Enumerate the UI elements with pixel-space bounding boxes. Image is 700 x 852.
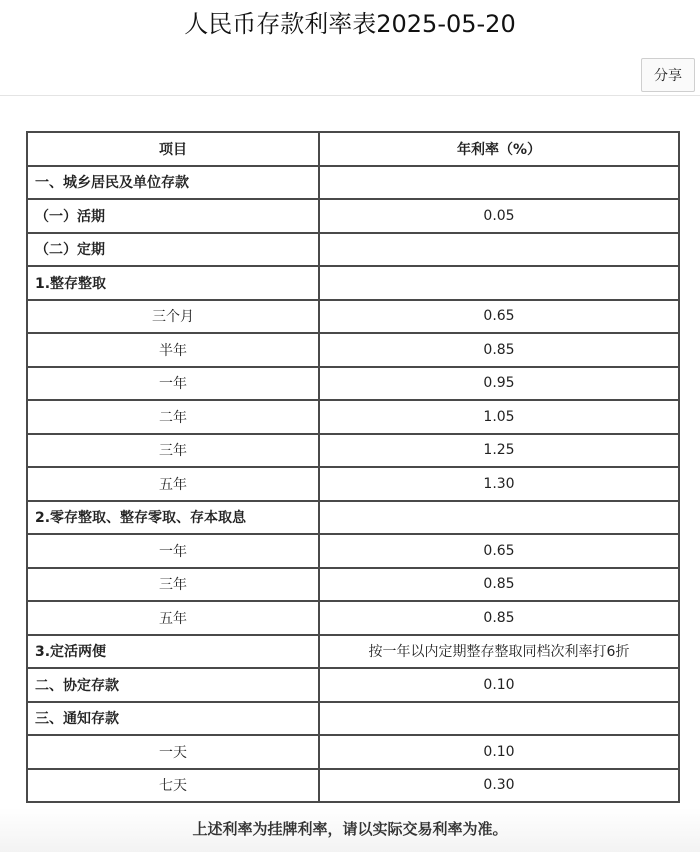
column-header-rate: 年利率（%）: [319, 132, 679, 166]
row-item-label: 三年: [27, 434, 319, 468]
table-row: [27, 233, 679, 267]
table-header-row: [27, 132, 679, 166]
table-row: [27, 266, 679, 300]
footer-note: 上述利率为挂牌利率，请以实际交易利率为准。: [192, 820, 508, 838]
row-item-label: 一年: [27, 534, 319, 568]
row-item-label: 一天: [27, 735, 319, 769]
table-row: [27, 400, 679, 434]
row-item-label: （二）定期: [27, 233, 319, 267]
row-item-label: 三年: [27, 568, 319, 602]
table-row: [27, 434, 679, 468]
row-rate-value: 0.05: [319, 199, 679, 233]
row-item-label: 五年: [27, 601, 319, 635]
row-item-label: 三个月: [27, 300, 319, 334]
table-row: [27, 166, 679, 200]
rate-table-body: [27, 166, 679, 803]
row-rate-value: [319, 702, 679, 736]
column-header-item: 项目: [27, 132, 319, 166]
row-rate-value: 1.30: [319, 467, 679, 501]
row-rate-value: 按一年以内定期整存整取同档次利率打6折: [319, 635, 679, 669]
table-row: [27, 668, 679, 702]
row-rate-value: 1.25: [319, 434, 679, 468]
table-row: [27, 601, 679, 635]
row-item-label: 一、城乡居民及单位存款: [27, 166, 319, 200]
table-row: [27, 635, 679, 669]
row-rate-value: 0.85: [319, 333, 679, 367]
row-rate-value: [319, 501, 679, 535]
table-row: [27, 199, 679, 233]
table-row: [27, 333, 679, 367]
row-rate-value: 0.65: [319, 534, 679, 568]
rate-table: [26, 131, 680, 803]
table-row: [27, 735, 679, 769]
row-item-label: （一）活期: [27, 199, 319, 233]
row-item-label: 三、通知存款: [27, 702, 319, 736]
table-row: [27, 501, 679, 535]
table-row: [27, 769, 679, 803]
row-item-label: 1.整存整取: [27, 266, 319, 300]
row-rate-value: [319, 166, 679, 200]
row-item-label: 2.零存整取、整存零取、存本取息: [27, 501, 319, 535]
row-rate-value: 1.05: [319, 400, 679, 434]
table-row: [27, 467, 679, 501]
table-row: [27, 300, 679, 334]
row-item-label: 五年: [27, 467, 319, 501]
row-item-label: 二年: [27, 400, 319, 434]
table-row: [27, 534, 679, 568]
header-divider: [0, 95, 700, 96]
row-item-label: 七天: [27, 769, 319, 803]
row-rate-value: 0.10: [319, 735, 679, 769]
row-rate-value: 0.85: [319, 568, 679, 602]
row-rate-value: [319, 266, 679, 300]
row-item-label: 3.定活两便: [27, 635, 319, 669]
table-row: [27, 702, 679, 736]
table-row: [27, 568, 679, 602]
table-row: [27, 367, 679, 401]
row-rate-value: 0.30: [319, 769, 679, 803]
row-rate-value: 0.95: [319, 367, 679, 401]
row-rate-value: 0.65: [319, 300, 679, 334]
row-rate-value: [319, 233, 679, 267]
page-title: 人民币存款利率表2025-05-20: [184, 10, 516, 38]
row-item-label: 半年: [27, 333, 319, 367]
row-item-label: 一年: [27, 367, 319, 401]
row-item-label: 二、协定存款: [27, 668, 319, 702]
row-rate-value: 0.85: [319, 601, 679, 635]
share-button[interactable]: 分享: [641, 58, 695, 92]
row-rate-value: 0.10: [319, 668, 679, 702]
